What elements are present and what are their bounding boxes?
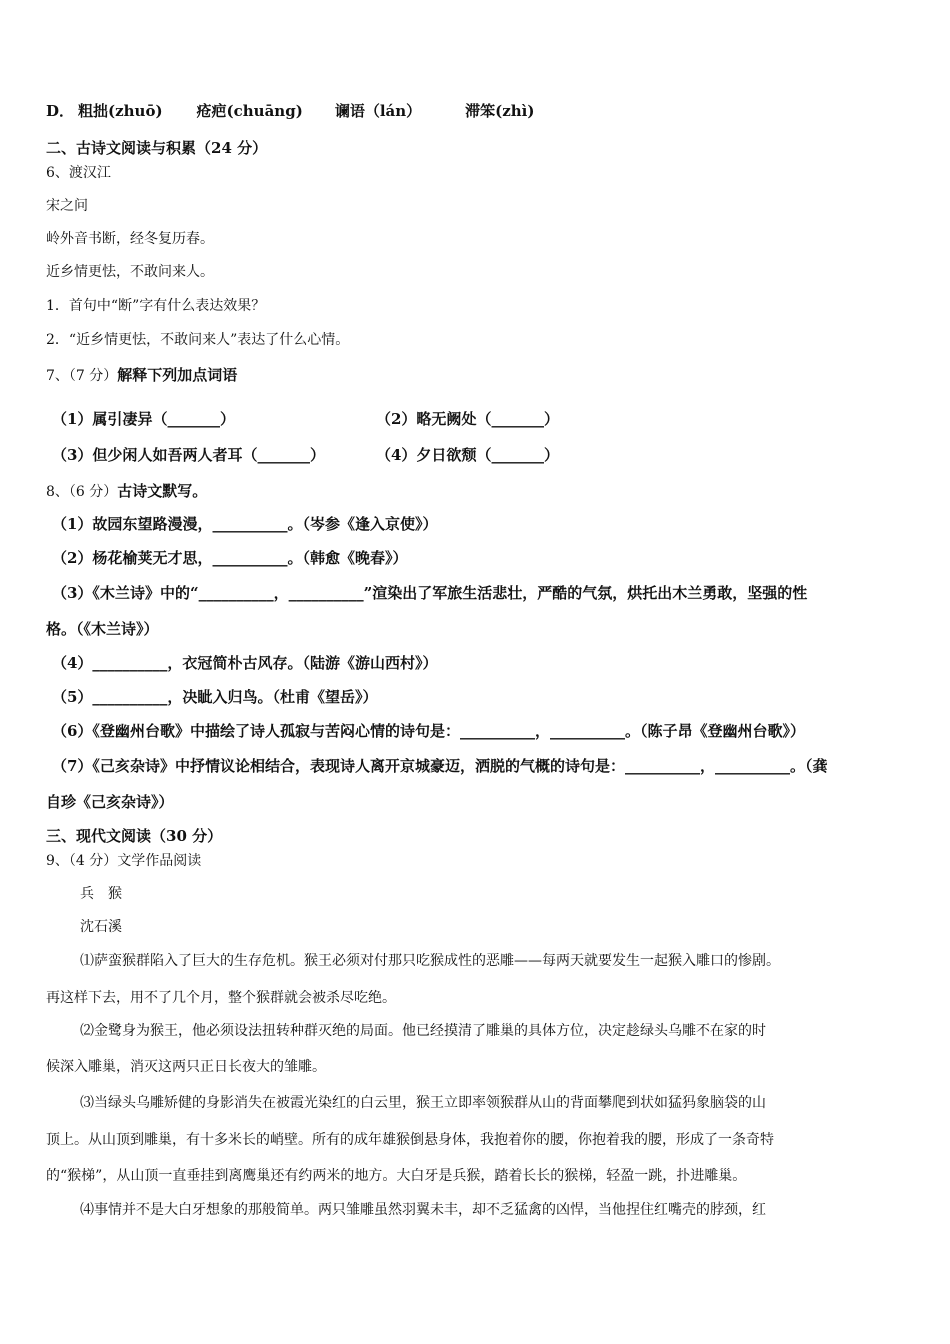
question-label: 7、（7 分） — [46, 368, 118, 384]
q8-item: （5）__________，决眦入归鸟。（杜甫《望岳》） — [52, 688, 378, 706]
story-paragraph-line: ⑷事情并不是大白牙想象的那般简单。两只雏雕虽然羽翼未丰，却不乏猛禽的凶悍，当他捏住红嘴壳的脖颈，红 — [80, 1202, 766, 1218]
story-paragraph-line: ⑵金鹭身为猴王，他必须设法扭转种群灭绝的局面。他已经摸清了雕巢的具体方位，决定趁绿头乌雕不在家的时 — [80, 1023, 766, 1039]
story-paragraph-line: 再这样下去，用不了几个月，整个猴群就会被杀尽吃绝。 — [46, 990, 396, 1006]
poem-author: 宋之问 — [46, 198, 88, 214]
option-d-item: 疮疤(chuāng) — [196, 102, 303, 120]
q7-item: （1）属引凄异（_______） — [52, 410, 235, 428]
section-heading: 二、古诗文阅读与积累（24 分） — [46, 139, 268, 157]
q7-item: （4）夕日欲颓（_______） — [376, 446, 559, 464]
q8-item-continued: 自珍《己亥杂诗》） — [46, 793, 174, 811]
q8-item: （2）杨花榆荚无才思，__________。（韩愈《晚春》） — [52, 549, 408, 567]
question-title: 解释下列加点词语 — [117, 366, 238, 384]
option-d-letter: D． — [46, 102, 75, 120]
poem-line: 近乡情更怯，不敢问来人。 — [46, 264, 214, 280]
option-d-item: 滞笨(zhì) — [465, 102, 535, 120]
q8-item: （3）《木兰诗》中的“__________，__________”渲染出了军旅生活悲壮，严酷的气氛，烘托出木兰勇敢，坚强的性 — [52, 584, 808, 602]
q8-item: （7）《己亥杂诗》中抒情议论相结合，表现诗人离开京城豪迈，洒脱的气概的诗句是：__________，__________。（龚 — [52, 757, 828, 775]
q7-item: （2）略无阙处（_______） — [376, 410, 559, 428]
story-paragraph-line: 顶上。从山顶到雕巢，有十多米长的峭壁。所有的成年雄猴倒悬身体，我抱着你的腰，你抱着我的腰，形成了一条奇特 — [46, 1132, 774, 1148]
sub-question: 2．“近乡情更怯，不敢问来人”表达了什么心情。 — [46, 332, 350, 348]
question-7-header — [46, 365, 237, 386]
story-paragraph-line: ⑴萨蛮猴群陷入了巨大的生存危机。猴王必须对付那只吃猴成性的恶雕——每两天就要发生一起猴入雕口的惨剧。 — [80, 953, 780, 969]
q8-item: （1）故园东望路漫漫，__________。（岑参《逢入京使》） — [52, 515, 438, 533]
story-paragraph-line: ⑶当绿头乌雕矫健的身影消失在被霞光染红的白云里，猴王立即率领猴群从山的背面攀爬到状如猛犸象脑袋的山 — [80, 1095, 766, 1111]
question-title: 古诗文默写。 — [117, 482, 208, 500]
q8-item-continued: 格。（《木兰诗》） — [46, 620, 159, 638]
q7-item: （3）但少闲人如吾两人者耳（_______） — [52, 446, 325, 464]
option-d-row — [46, 101, 534, 121]
sub-question: 1．首句中“断”字有什么表达效果？ — [46, 298, 266, 314]
question-label: 8、（6 分） — [46, 484, 118, 500]
question-label: 6、渡汉江 — [46, 165, 111, 181]
poem-line: 岭外音书断，经冬复历春。 — [46, 231, 214, 247]
question-8-header — [46, 481, 207, 502]
option-d-item: 粗拙(zhuō) — [78, 102, 163, 120]
question-label: 9、（4 分）文学作品阅读 — [46, 853, 202, 869]
section-heading: 三、现代文阅读（30 分） — [46, 827, 223, 845]
story-title: 兵 猴 — [80, 886, 122, 902]
story-author: 沈石溪 — [80, 919, 122, 935]
q8-item: （6）《登幽州台歌》中描绘了诗人孤寂与苦闷心情的诗句是：__________，__________。（陈子昂《登幽州台歌》） — [52, 722, 805, 740]
option-d-item: 谰语（lán） — [334, 102, 422, 120]
story-paragraph-line: 候深入雕巢，消灭这两只正日长夜大的雏雕。 — [46, 1059, 326, 1075]
story-paragraph-line: 的“猴梯”，从山顶一直垂挂到离鹰巢还有约两米的地方。大白牙是兵猴，踏着长长的猴梯，轻盈一跳，扑进雕巢。 — [46, 1168, 747, 1184]
q8-item: （4）__________，衣冠简朴古风存。（陆游《游山西村》） — [52, 654, 438, 672]
